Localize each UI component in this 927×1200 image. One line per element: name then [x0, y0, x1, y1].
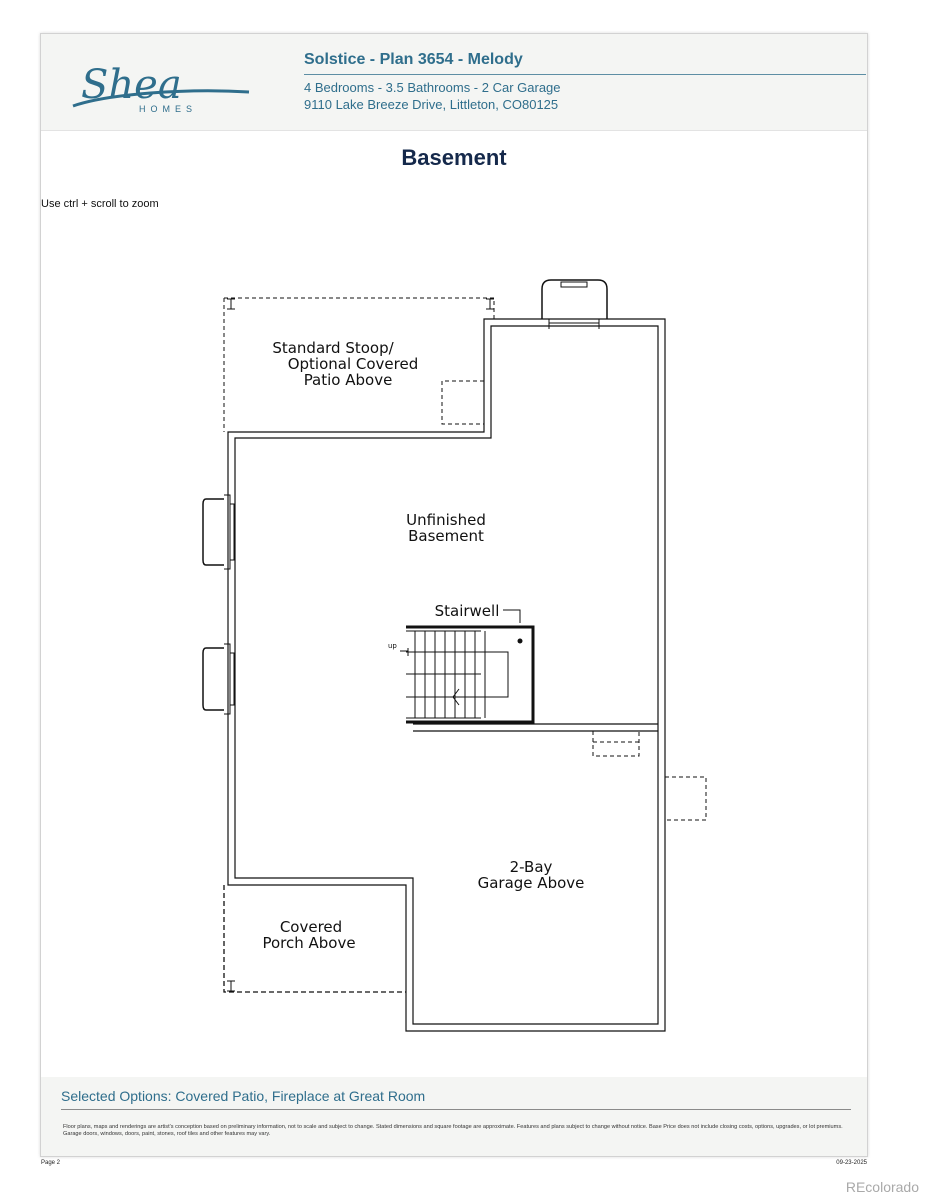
stairwell-label: Stairwell: [434, 602, 500, 620]
stairwell: [400, 610, 533, 722]
garage-label-line2: Garage Above: [477, 874, 585, 892]
garage-label-line1: 2-Bay: [509, 858, 553, 876]
stoop-label-line2: Optional Covered: [287, 355, 419, 373]
page-number: Page 2: [41, 1160, 61, 1166]
plan-address: 9110 Lake Breeze Drive, Littleton, CO80125: [304, 97, 559, 112]
porch-label-line1: Covered: [279, 918, 343, 936]
floor-title: Basement: [401, 145, 507, 170]
zoom-hint: Use ctrl + scroll to zoom: [41, 198, 159, 210]
plan-footer: [41, 1077, 867, 1156]
selected-options: Selected Options: Covered Patio, Fireplace at Great Room: [61, 1088, 426, 1104]
floor-plan-sheet: [40, 33, 868, 1166]
stoop-label-line3: Patio Above: [303, 371, 393, 389]
dashed-fixture-top: [442, 381, 484, 424]
basement-label-line2: Basement: [408, 527, 484, 545]
logo-wordmark: Shea: [81, 62, 182, 108]
garage-walls: [413, 724, 658, 731]
dashed-fixture-garage: [593, 731, 639, 756]
page-date: 09-23-2025: [836, 1160, 867, 1166]
window-well-top: [542, 280, 607, 329]
plan-title: Solstice - Plan 3654 - Melody: [304, 51, 523, 68]
window-well-upper: [203, 495, 234, 569]
porch-label-line2: Porch Above: [262, 934, 356, 952]
garage-bumpout: [665, 777, 706, 820]
logo-subtext: HOMES: [139, 104, 198, 114]
plan-labels: [262, 339, 584, 952]
watermark: REcolorado: [845, 1179, 919, 1195]
stoop-label-line1: Standard Stoop/: [272, 339, 394, 357]
footer-divider: [61, 1109, 851, 1110]
basement-floor-plan: [41, 34, 867, 1074]
plan-specs: 4 Bedrooms - 3.5 Bathrooms - 2 Car Garage: [304, 80, 561, 95]
basement-label-line1: Unfinished: [406, 511, 486, 529]
window-well-lower: [203, 644, 234, 714]
stair-up-label: up: [388, 642, 397, 650]
disclaimer: Floor plans, maps and renderings are artist's conception based on preliminary information, not to scale and subject to change. Stated dimensions and square footage are approximate. Features and plans subject to change without notice. Base Price does not include closing costs, options, upgrades, or lot premiums. Garage doors, windows, doors, paint, stones, roof tiles and other features may vary.: [63, 1124, 843, 1137]
